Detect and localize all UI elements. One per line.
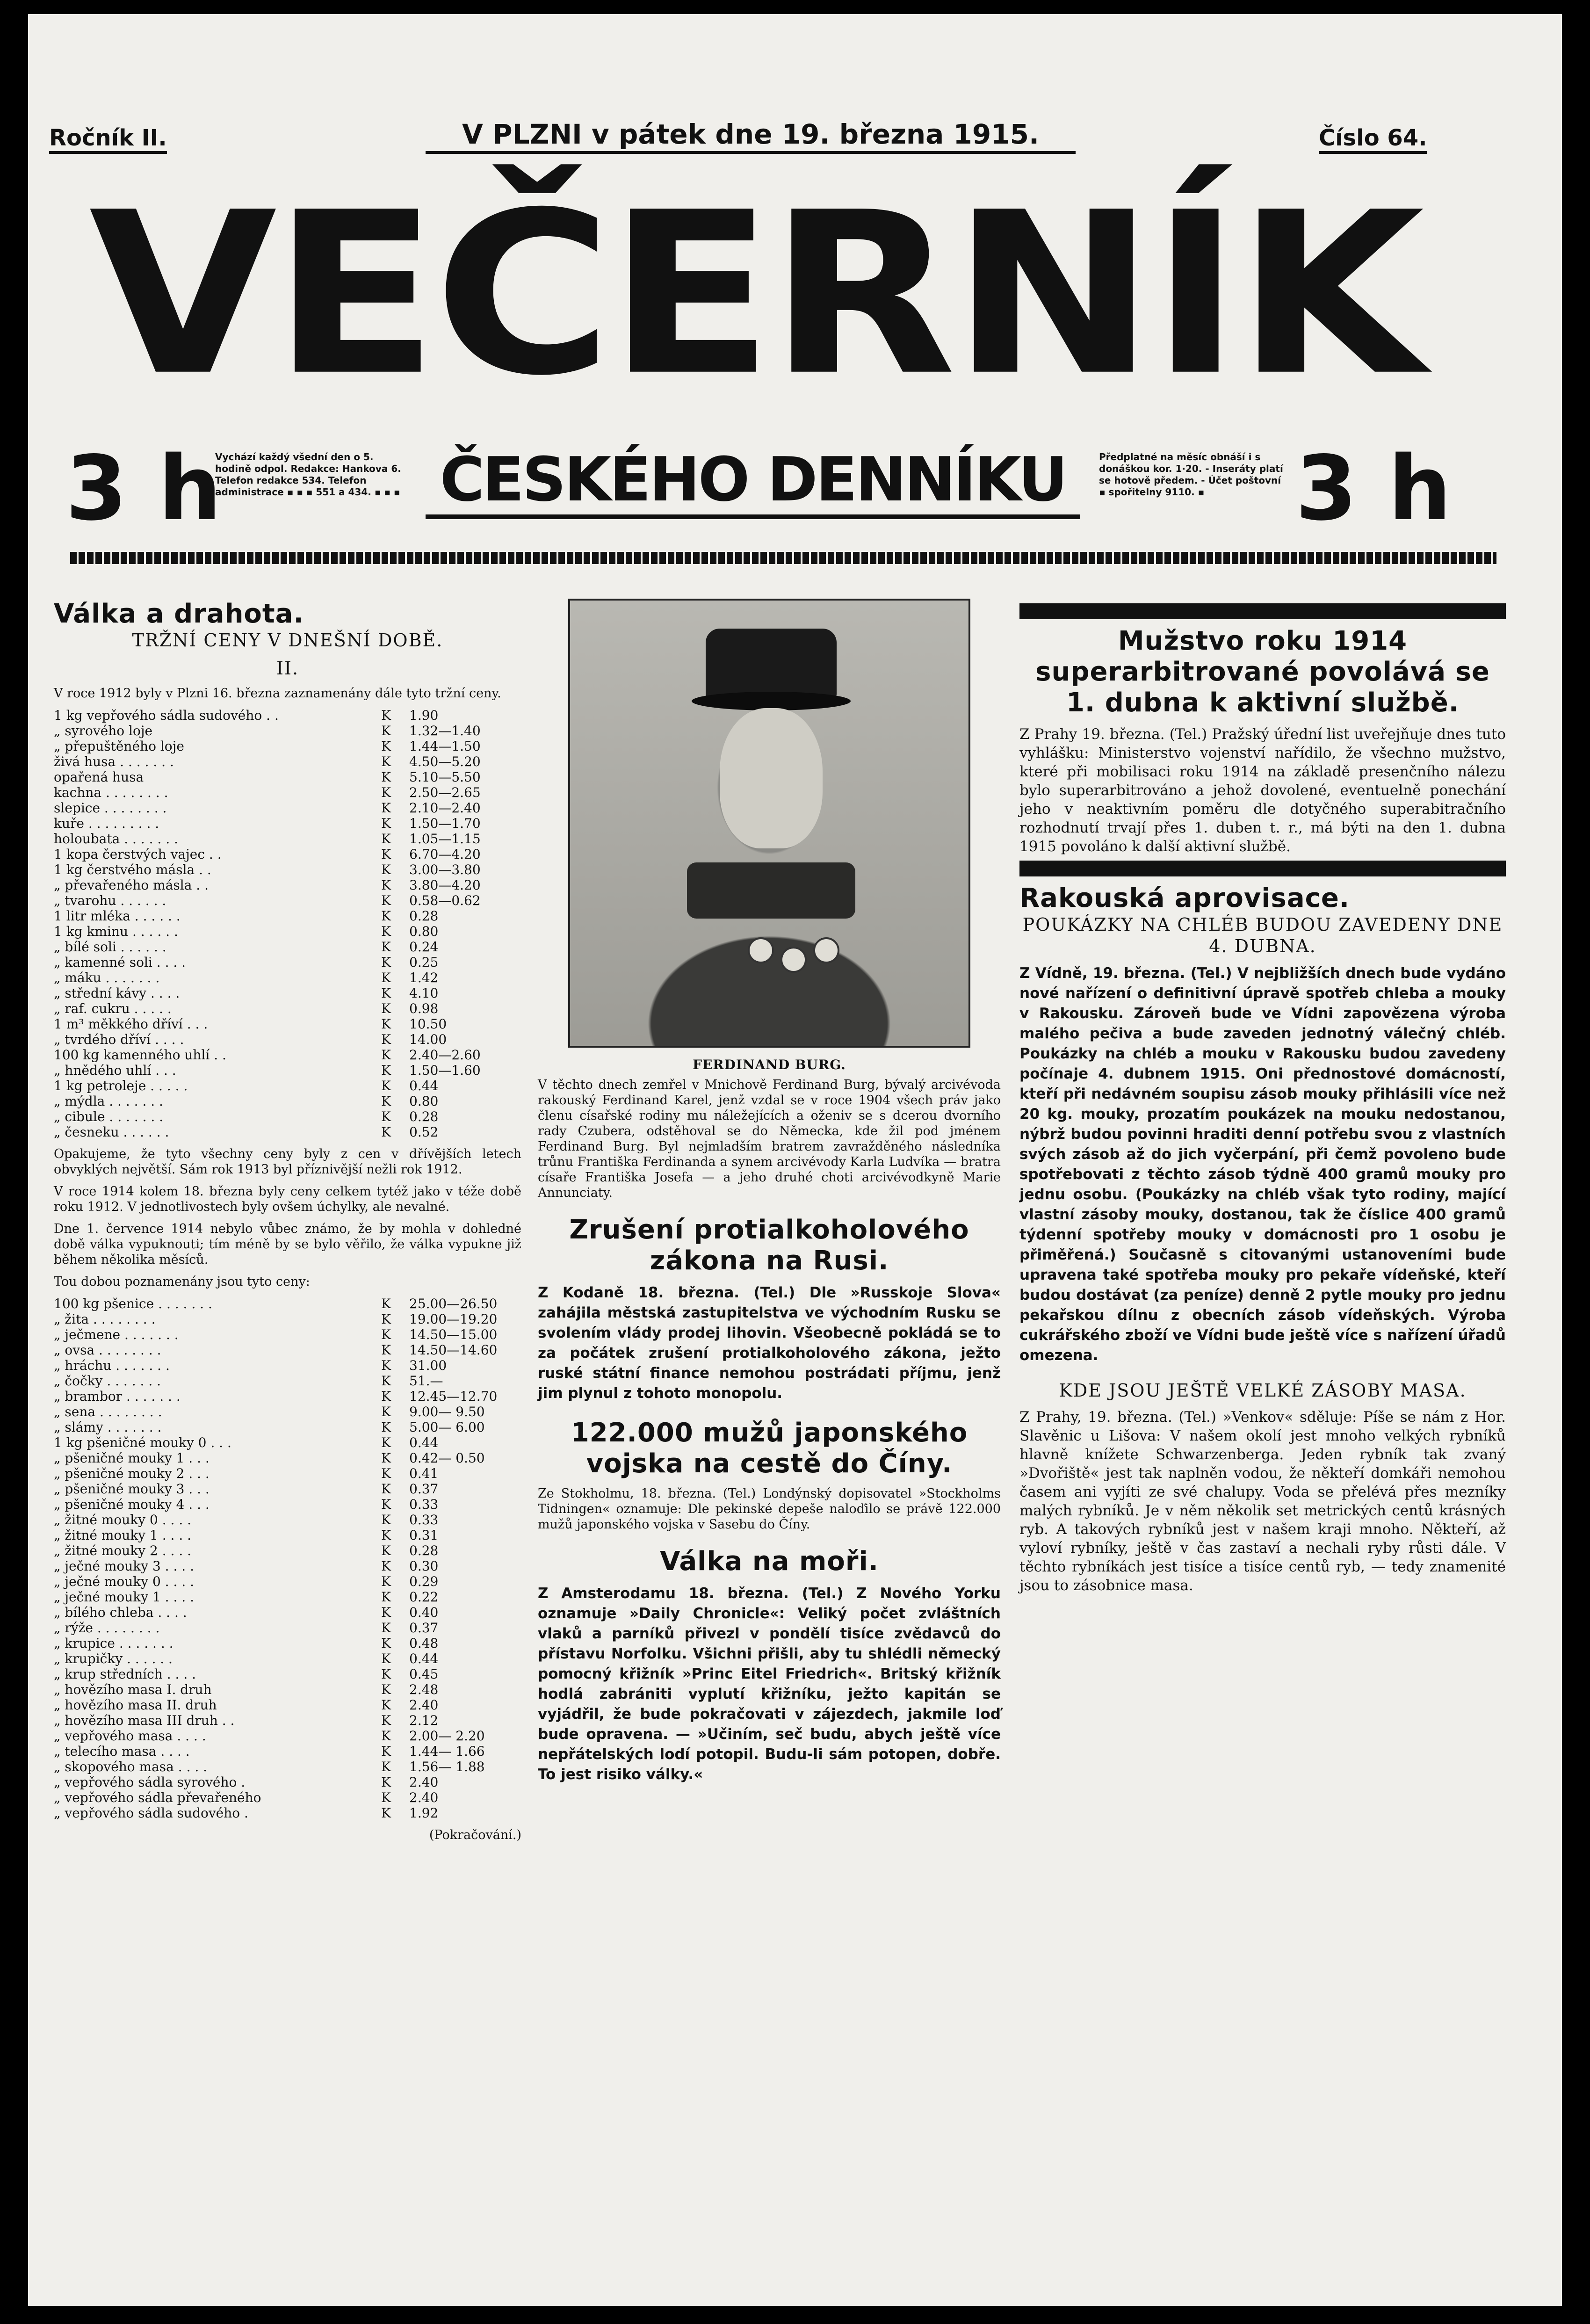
price-row [54,1651,521,1666]
price-row [54,862,521,877]
price-item: „ pšeničné mouky 4 . . . [54,1497,210,1512]
newspaper-page [28,14,1562,2306]
price-item: „ vepřového sádla převařeného [54,1790,261,1805]
price-cur: K [381,1697,391,1713]
price-cur: K [381,955,391,970]
price-row [54,1296,521,1311]
price-cur: K [381,970,391,985]
price-item: „ žitné mouky 2 . . . . [54,1543,192,1558]
price-val: 1.05—1.15 [409,831,481,847]
price-row [54,831,521,847]
price-val: 51.— [409,1373,443,1389]
price-item: „ vepřového sádla sudového . [54,1805,248,1821]
medal-icon [813,937,839,963]
column-right [1019,599,1506,1595]
article-body: Z Amsterodamu 18. března. (Tel.) Z Nového Yorku oznamuje »Daily Chronicle«: Veliký počet zvláštních vlaků a parníků přivezl v pondělí tisíce zvědavců do přístavu Norfolku. Všichni přišli, aby tu shlédli německý pomocný křižník »Princ Eitel Friedrich«. Britský křižník hodlá zabrániti vyplutí křižníku, ježto kapitán se vyjádřil, že bude pokračovati v zájezdech, jakmile loď bude opravena. — »Učiním, seč budu, abych ještě více nepřátelských lodí potopil. Budu-li sám potopen, dobře. To jest risiko války.« [538,1585,1001,1783]
price-item: „ hnědého uhlí . . . [54,1063,176,1078]
price-item: 1 kg vepřového sádla sudového . . [54,708,279,723]
masthead-topline [28,110,1562,157]
price-val: 1.42 [409,970,439,985]
price-val: 1.50—1.60 [409,1063,481,1078]
price-row [54,1419,521,1435]
price-item: „ brambor . . . . . . . [54,1389,181,1404]
price-val: 4.10 [409,985,439,1001]
price-cur: K [381,924,391,939]
price-right: 3 h [1295,437,1452,540]
price-row [54,1713,521,1728]
article-body: Z Vídně, 19. března. (Tel.) V nejbližších dnech bude vydáno nové nařízení o definitivní úpravě spotřeb chleba a mouky v Rakousku. Zároveň bude ve Vídni zapovězena výroba malého pečiva a bude zaveden jednotný válečný chléb. Poukázky na chléb a mouku v Rakousku budou zavedeny počínaje 4. dubnem 1915. Oni přednostové domácností, kteří při nedávném soupisu zásob mouky přihlásili více než 20 kg. mouky, prozatím poukázek na mouku nedostanou, nýbrž budou povinni hraditi denní potřebu svou z vlastních svých zásob až do jich vyčerpání, při čemž povoleno bude spotřebovati z těchto zásob týdně 400 gramů mouky pro jednu osobu. (Poukázky na chléb však tyto rodiny, mající vlastní zásoby mouky, dostanou, tak že číslice 400 gramů týdenní spotřeby mouky v domácnosti pro 1 osobu je přiměřená.) Současně s citovanými ustanoveními bude upravena také spotřeba mouky pro pekaře vídeňské, kteří budou dostávat (za peníze) denně 2 pytle mouky pro jednu pekařskou dílnu z obecních zásob vídeňských. Výroba cukrářského zboží ve Vídni bude ještě více s nařízení úřadů omezena. [1019,965,1506,1364]
price-cur: K [381,1528,391,1543]
price-val: 2.10—2.40 [409,800,481,816]
price-val: 5.00— 6.00 [409,1419,485,1435]
price-item: „ ječmene . . . . . . . [54,1327,179,1342]
price-item: živá husa . . . . . . . [54,754,174,769]
price-cur: K [381,1636,391,1651]
price-row [54,1481,521,1497]
price-item: „ kamenné soli . . . . [54,955,186,970]
price-val: 0.30 [409,1558,439,1574]
price-item: „ střední kávy . . . . [54,985,180,1001]
price-item: „ máku . . . . . . . [54,970,160,985]
cap-shape [706,629,837,699]
price-item: slepice . . . . . . . . [54,800,167,816]
price-row [54,924,521,939]
price-cur: K [381,738,391,754]
masthead-note-right: Předplatné na měsíc obnáší i s donáškou kor. 1·20. - Inseráty platí se hotově předem. - Účet poštovní ▪ spořitelny 9110. ▪ [1099,451,1283,498]
price-item: „ tvarohu . . . . . . [54,893,166,908]
article-heading: Válka na moři. [660,1546,879,1577]
price-item: „ žita . . . . . . . . [54,1311,156,1327]
price-item: „ ječné mouky 0 . . . . [54,1574,194,1589]
price-cur: K [381,1574,391,1589]
price-cur: K [381,1589,391,1605]
price-cur: K [381,847,391,862]
price-val: 1.50—1.70 [409,816,481,831]
price-item: „ vepřového sádla syrového . [54,1774,246,1790]
price-table-1914 [54,1296,521,1821]
price-cur: K [381,1682,391,1697]
masthead-rule [70,552,1496,564]
price-val: 2.00— 2.20 [409,1728,485,1744]
price-cur: K [381,1481,391,1497]
article-subheading: POUKÁZKY NA CHLÉB BUDOU ZAVEDENY DNE 4. DUBNA. [1022,914,1503,956]
price-cur: K [381,1558,391,1574]
article-subheading: KDE JSOU JEŠTĚ VELKÉ ZÁSOBY MASA. [1059,1380,1467,1401]
continued-note: (Pokračování.) [429,1828,521,1842]
price-item: opařená husa [54,769,144,785]
price-cur: K [381,1435,391,1450]
price-item: holoubata . . . . . . . [54,831,178,847]
price-item: „ syrového loje [54,723,153,738]
price-item: „ tvrdého dříví . . . . [54,1032,184,1047]
volume-label: Ročník II. [49,125,167,154]
price-cur: K [381,1342,391,1358]
price-row [54,1311,521,1327]
column-middle [538,599,1001,1785]
article-heading: 122.000 mužů japonského vojska na cestě do Číny. [571,1418,968,1479]
price-item: „ hovězího masa II. druh [54,1697,217,1713]
price-val: 2.40 [409,1697,439,1713]
issue-number: Číslo 64. [1319,125,1427,154]
price-cur: K [381,1713,391,1728]
price-row [54,1047,521,1063]
price-item: „ skopového masa . . . . [54,1759,208,1774]
price-val: 2.40 [409,1790,439,1805]
price-cur: K [381,1620,391,1636]
price-item: „ telecího masa . . . . [54,1744,190,1759]
price-val: 2.40—2.60 [409,1047,481,1063]
article-intro: V roce 1912 byly v Plzni 16. března zaznamenány dále tyto tržní ceny. [54,686,501,701]
price-cur: K [381,1124,391,1140]
price-item: „ žitné mouky 0 . . . . [54,1512,192,1528]
article-body: Ze Stokholmu, 18. března. (Tel.) Londýnský dopisovatel »Stockholms Tidningen« oznamuje: Dle pekinské depeše naloďilo se právě 122.000 mužů japonského vojska v Sasebu do Číny. [538,1486,1001,1532]
article-paragraph: Tou dobou poznamenány jsou tyto ceny: [54,1274,310,1289]
price-val: 3.00—3.80 [409,862,481,877]
price-item: „ krupice . . . . . . . [54,1636,173,1651]
price-val: 14.50—14.60 [409,1342,498,1358]
price-item: 1 litr mléka . . . . . . [54,908,181,924]
price-row [54,939,521,955]
face-shape [720,708,823,848]
price-val: 0.48 [409,1636,439,1651]
price-val: 25.00—26.50 [409,1296,498,1311]
newspaper-title: VEČERNÍK [89,164,1420,425]
price-row [54,1342,521,1358]
price-item: 100 kg pšenice . . . . . . . [54,1296,212,1311]
price-cur: K [381,1744,391,1759]
price-val: 0.42— 0.50 [409,1450,485,1466]
price-item: „ cibule . . . . . . . [54,1109,164,1124]
price-cur: K [381,1543,391,1558]
price-row [54,970,521,985]
price-row [54,1728,521,1744]
medal-icon [781,947,807,973]
price-item: „ vepřového masa . . . . [54,1728,206,1744]
article-part: II. [276,658,299,679]
price-item: „ slámy . . . . . . . [54,1419,162,1435]
price-row [54,1016,521,1032]
article-subheading: TRŽNÍ CENY V DNEŠNÍ DOBĚ. [132,630,443,651]
price-cur: K [381,939,391,955]
price-row [54,1558,521,1574]
price-row [54,1063,521,1078]
price-row [54,1078,521,1093]
price-row [54,1543,521,1558]
price-item: „ krupičky . . . . . . [54,1651,173,1666]
price-cur: K [381,1373,391,1389]
price-cur: K [381,1759,391,1774]
price-val: 2.50—2.65 [409,785,481,800]
price-val: 1.44—1.50 [409,738,481,754]
visor-shape [692,692,851,710]
price-row [54,877,521,893]
price-row [54,1605,521,1620]
price-cur: K [381,985,391,1001]
price-row [54,1109,521,1124]
price-cur: K [381,1047,391,1063]
price-row [54,1620,521,1636]
price-val: 0.33 [409,1512,439,1528]
price-table-1912 [54,708,521,1140]
price-item: „ čočky . . . . . . . [54,1373,161,1389]
price-cur: K [381,1327,391,1342]
price-item: „ přepuštěného loje [54,738,184,754]
price-item: „ hráchu . . . . . . . [54,1358,170,1373]
price-val: 0.44 [409,1651,439,1666]
article-heading: Mužstvo roku 1914 superarbitrované povolává se 1. dubna k aktivní službě. [1035,626,1490,718]
price-cur: K [381,1311,391,1327]
article-paragraph: Opakujeme, že tyto všechny ceny byly z cen v dřívějších letech obvyklých největší. Sám rok 1913 byl příznivější nežli rok 1912. [54,1147,521,1177]
article-body: Z Kodaně 18. března. (Tel.) Dle »Russkoje Slova« zahájila městská zastupitelstva ve východním Rusku se svolením vlády prodej lihovin. Všeobecně pokládá se to za počátek zrušení protialkoholového zákona, ježto ruské státní finance nemohou postrádati příjmu, jenž jim plynul z tohoto monopolu. [538,1284,1001,1402]
price-row [54,769,521,785]
price-val: 0.22 [409,1589,439,1605]
price-row [54,1512,521,1528]
price-cur: K [381,1450,391,1466]
price-row [54,1528,521,1543]
price-row [54,1774,521,1790]
price-row [54,816,521,831]
price-val: 0.44 [409,1435,439,1450]
price-cur: K [381,1389,391,1404]
price-item: 1 kg pšeničné mouky 0 . . . [54,1435,231,1450]
price-item: „ pšeničné mouky 3 . . . [54,1481,210,1497]
price-item: „ bílé soli . . . . . . [54,939,166,955]
price-item: „ ječné mouky 1 . . . . [54,1589,194,1605]
price-cur: K [381,1774,391,1790]
price-cur: K [381,1109,391,1124]
price-val: 9.00— 9.50 [409,1404,485,1419]
price-item: „ sena . . . . . . . . [54,1404,162,1419]
price-val: 0.80 [409,1093,439,1109]
price-row [54,1805,521,1821]
price-cur: K [381,1497,391,1512]
price-row [54,785,521,800]
price-val: 0.28 [409,1543,439,1558]
price-row [54,985,521,1001]
price-row [54,1666,521,1682]
price-val: 1.44— 1.66 [409,1744,485,1759]
price-val: 0.33 [409,1497,439,1512]
price-row [54,1497,521,1512]
price-row [54,738,521,754]
price-row [54,1327,521,1342]
price-val: 0.80 [409,924,439,939]
price-item: „ ječné mouky 3 . . . . [54,1558,194,1574]
price-cur: K [381,1404,391,1419]
price-item: 1 kg kminu . . . . . . [54,924,178,939]
portrait-photo [568,599,970,1048]
price-item: 100 kg kamenného uhlí . . [54,1047,226,1063]
price-row [54,847,521,862]
price-val: 0.28 [409,1109,439,1124]
price-row [54,754,521,769]
price-val: 0.31 [409,1528,439,1543]
price-row [54,1358,521,1373]
price-cur: K [381,1063,391,1078]
price-val: 2.12 [409,1713,439,1728]
price-row [54,1574,521,1589]
collar-shape [687,862,855,919]
price-val: 5.10—5.50 [409,769,481,785]
price-cur: K [381,893,391,908]
price-val: 14.50—15.00 [409,1327,498,1342]
price-val: 31.00 [409,1358,447,1373]
article-heading: Válka a drahota. [54,599,304,629]
price-cur: K [381,708,391,723]
section-bar [1019,861,1506,876]
price-row [54,1636,521,1651]
price-val: 1.56— 1.88 [409,1759,485,1774]
dateline: V PLZNI v pátek dne 19. března 1915. [426,118,1076,154]
price-val: 0.40 [409,1605,439,1620]
price-val: 0.45 [409,1666,439,1682]
price-row [54,800,521,816]
newspaper-subtitle: ČESKÉHO DENNÍKU [426,444,1080,519]
price-cur: K [381,1093,391,1109]
price-val: 4.50—5.20 [409,754,481,769]
price-cur: K [381,769,391,785]
price-cur: K [381,1078,391,1093]
price-cur: K [381,785,391,800]
price-val: 2.40 [409,1774,439,1790]
medal-icon [748,937,774,963]
price-row [54,1001,521,1016]
price-cur: K [381,1790,391,1805]
price-val: 3.80—4.20 [409,877,481,893]
price-row [54,893,521,908]
price-item: 1 m³ měkkého dříví . . . [54,1016,208,1032]
section-bar [1019,603,1506,619]
price-row [54,955,521,970]
masthead-note-left: Vychází každý všední den o 5. hodině odpol. Redakce: Hankova 6. Telefon redakce 534. Telefon administrace ▪ ▪ ▪ 551 a 434. ▪ ▪ ▪ [215,451,401,498]
price-val: 1.90 [409,708,439,723]
price-item: „ pšeničné mouky 2 . . . [54,1466,210,1481]
obituary-text: V těchto dnech zemřel v Mnichově Ferdinand Burg, bývalý arcivévoda rakouský Ferdinand Karel, jenž vzdal se v roce 1904 všech práv jako členu císařské rodiny mu náležejících a oženiv se s dcerou dvorního rady Czubera, odstěhoval se do Německa, kde žil pod jménem Ferdinand Burg. Byl nejmladším bratrem zavražděného následníka trůnu Františka Ferdinanda a synem arcivévody Karla Ludvíka — bratra císaře Františka Josefa — a jeho druhé choti arcivévodkyně Marie Annunciaty. [538,1078,1001,1200]
price-cur: K [381,877,391,893]
price-item: „ krup středních . . . . [54,1666,196,1682]
price-cur: K [381,1001,391,1016]
photo-caption: FERDINAND BURG. [693,1057,846,1072]
price-item: „ ovsa . . . . . . . . [54,1342,161,1358]
price-row [54,1450,521,1466]
price-item: „ rýže . . . . . . . . [54,1620,160,1636]
price-item: „ bílého chleba . . . . [54,1605,187,1620]
price-row [54,1435,521,1450]
article-body: Z Prahy, 19. března. (Tel.) »Venkov« sděluje: Píše se nám z Hor. Slavěnic u Lišova: V našem okolí jest mnoho velkých rybníků hlavně knížete Schwarzenberga. Jeden rybník tak zvaný »Dvořiště« jest tak naplněn vodou, že někteří domkáři nemohou časem ani vyjíti ze své chalupy. Voda se přelévá přes mezníky malých rybníků. Je v něm několik set metrických centů krásných ryb. A takových rybníků jest v našem kraji mnoho. Někteří, až vyloví rybníky, ještě v čas zastaví a nechali ryby růsti dále. V těchto rybníkách jest tisíce a tisíce centů ryb, — tedy znamenité jsou to zásobnice masa. [1019,1409,1506,1594]
article-paragraph: Dne 1. července 1914 nebylo vůbec známo, že by mohla v dohledné době válka vypuknouti; tím méně by se bylo věřilo, že válka vypukne již během několika měsíců. [54,1222,521,1267]
price-row [54,1759,521,1774]
price-row [54,1466,521,1481]
price-val: 19.00—19.20 [409,1311,498,1327]
price-cur: K [381,1651,391,1666]
price-cur: K [381,831,391,847]
price-item: „ hovězího masa I. druh [54,1682,212,1697]
price-item: „ pšeničné mouky 1 . . . [54,1450,210,1466]
price-val: 2.48 [409,1682,439,1697]
price-item: „ žitné mouky 1 . . . . [54,1528,192,1543]
price-val: 0.98 [409,1001,439,1016]
price-item: „ česneku . . . . . . [54,1124,169,1140]
price-item: „ raf. cukru . . . . . [54,1001,172,1016]
price-cur: K [381,908,391,924]
price-cur: K [381,1728,391,1744]
price-cur: K [381,800,391,816]
price-row [54,1682,521,1697]
price-cur: K [381,862,391,877]
price-item: kuře . . . . . . . . . [54,816,159,831]
price-row [54,1124,521,1140]
price-val: 0.24 [409,939,439,955]
price-cur: K [381,1016,391,1032]
price-val: 14.00 [409,1032,447,1047]
price-cur: K [381,754,391,769]
price-val: 0.58—0.62 [409,893,481,908]
price-left: 3 h [65,437,222,540]
price-val: 0.25 [409,955,439,970]
price-row [54,1032,521,1047]
price-val: 0.37 [409,1481,439,1497]
price-item: 1 kopa čerstvých vajec . . [54,847,222,862]
price-item: kachna . . . . . . . . [54,785,168,800]
price-row [54,1093,521,1109]
price-row [54,1744,521,1759]
article-heading: Rakouská aprovisace. [1019,883,1350,913]
article-body: Z Prahy 19. března. (Tel.) Pražský úřední list uveřejňuje dnes tuto vyhlášku: Ministerstvo vojenství nařídilo, že všechno mužstvo, které při mobilisaci roku 1914 na základě presenčního nálezu bylo superarbitrováno a jehož dovolené, eventuelně ponechání jeho v neaktivním poměru dle dotyčného superabitračního rozhodnutí trvají přes 1. duben t. r., má býti na den 1. dubna 1915 povoláno k další aktivní službě. [1019,726,1506,855]
price-row [54,908,521,924]
price-item: „ mýdla . . . . . . . [54,1093,163,1109]
price-cur: K [381,1605,391,1620]
price-row [54,708,521,723]
price-val: 6.70—4.20 [409,847,481,862]
price-row [54,1697,521,1713]
price-cur: K [381,816,391,831]
column-left [54,599,521,1843]
price-cur: K [381,1805,391,1821]
price-row [54,723,521,738]
price-val: 0.29 [409,1574,439,1589]
price-val: 0.41 [409,1466,439,1481]
price-val: 12.45—12.70 [409,1389,498,1404]
price-row [54,1790,521,1805]
price-item: 1 kg petroleje . . . . . [54,1078,188,1093]
price-val: 1.92 [409,1805,439,1821]
price-cur: K [381,723,391,738]
price-cur: K [381,1358,391,1373]
price-val: 0.37 [409,1620,439,1636]
price-row [54,1589,521,1605]
price-cur: K [381,1666,391,1682]
price-row [54,1373,521,1389]
price-val: 0.44 [409,1078,439,1093]
price-val: 10.50 [409,1016,447,1032]
price-val: 0.28 [409,908,439,924]
price-cur: K [381,1419,391,1435]
price-cur: K [381,1296,391,1311]
price-item: „ převařeného másla . . [54,877,209,893]
price-item: 1 kg čerstvého másla . . [54,862,211,877]
price-row [54,1404,521,1419]
price-cur: K [381,1512,391,1528]
price-row [54,1389,521,1404]
article-heading: Zrušení protialkoholového zákona na Rusi. [569,1215,969,1276]
article-paragraph: V roce 1914 kolem 18. března byly ceny celkem tytéž jako v téže době roku 1912. V jednotlivostech byly ovšem úchylky, ale nevalné. [54,1184,521,1214]
price-item: „ hovězího masa III druh . . [54,1713,235,1728]
price-val: 0.52 [409,1124,439,1140]
price-cur: K [381,1032,391,1047]
price-val: 1.32—1.40 [409,723,481,738]
price-cur: K [381,1466,391,1481]
